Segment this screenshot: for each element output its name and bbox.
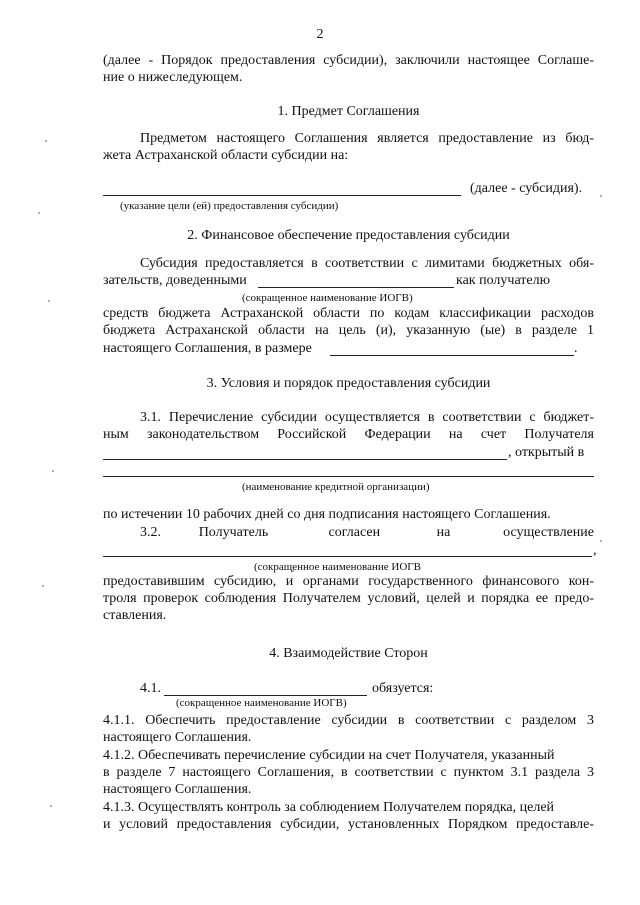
p31-line-5: по истечении 10 рабочих дней со дня подписания настоящего Соглашения. <box>103 507 551 522</box>
scan-speck <box>48 300 50 302</box>
iogv-blank-line <box>258 287 454 288</box>
account-blank-line <box>103 459 507 460</box>
s2-line-5-end: . <box>574 341 578 356</box>
s1-after-blank: (далее - субсидия). <box>470 181 583 196</box>
amount-blank-line <box>330 355 574 356</box>
scan-speck <box>52 470 54 472</box>
s1-paragraph-line-2: жета Астраханской области субсидии на: <box>103 148 349 163</box>
p32-line-3: предоставившим субсидию, и органами государственного финансового кон- <box>103 574 594 589</box>
scan-speck <box>45 140 47 142</box>
p413-line-2: и условий предоставления субсидии, установленных Порядком предоставле- <box>103 817 594 832</box>
s2-paragraph-line-1: Субсидия предоставляется в соответствии с лимитами бюджетных обя- <box>140 256 594 271</box>
page-number: 2 <box>316 27 324 42</box>
bank-caption: (наименование кредитной организации) <box>242 481 430 493</box>
p411-line-1: 4.1.1. Обеспечить предоставление субсидии в соответствии с разделом 3 <box>103 713 594 728</box>
p32-line-5: ставления. <box>103 608 167 623</box>
bank-blank-line <box>103 476 594 477</box>
s1-paragraph-line-1: Предметом настоящего Соглашения является предоставление из бюд- <box>140 131 594 146</box>
intro-line-1: (далее - Порядок предоставления субсидии), заключили настоящее Соглаше- <box>103 53 594 68</box>
intro-line-2: ние о нижеследующем. <box>103 70 243 85</box>
purpose-caption: (указание цели (ей) предоставления субсидии) <box>120 200 339 212</box>
section-2-heading: 2. Финансовое обеспечение предоставления субсидии <box>187 228 510 243</box>
iogv-caption-2: (сокращенное наименование ИОГВ <box>254 561 421 573</box>
scan-speck <box>600 540 602 542</box>
s2-paragraph-line-5: настоящего Соглашения, в размере <box>103 341 312 356</box>
p32-line-4: троля проверок соблюдения Получателем условий, целей и порядка ее предо- <box>103 591 594 606</box>
p31-line-2: ным законодательством Российской Федерации на счет Получателя <box>103 427 594 442</box>
s2-paragraph-line-4: бюджета Астраханской области на цель (и), указанную (ые) в разделе 1 <box>103 323 594 338</box>
iogv-blank-line-3 <box>164 695 367 696</box>
s2-paragraph-line-3: средств бюджета Астраханской области по кодам классификации расходов <box>103 306 594 321</box>
purpose-blank-line <box>103 195 461 196</box>
p32-line-2-end: , <box>593 543 597 558</box>
s2-paragraph-line-2b: как получателю <box>456 273 551 288</box>
p411-line-2: настоящего Соглашения. <box>103 730 252 745</box>
scan-speck <box>600 195 602 197</box>
p41-end: обязуется: <box>372 681 434 696</box>
iogv-caption: (сокращенное наименование ИОГВ) <box>242 292 413 304</box>
p32-line-1: 3.2. Получатель согласен на осуществление <box>140 525 594 540</box>
p31-line-3-end: , открытый в <box>508 445 585 460</box>
s2-paragraph-line-2a: зательств, доведенными <box>103 273 247 288</box>
iogv-blank-line-2 <box>103 556 592 557</box>
iogv-caption-3: (сокращенное наименование ИОГВ) <box>176 697 347 709</box>
scan-speck <box>38 212 40 214</box>
p31-line-1: 3.1. Перечисление субсидии осуществляется в соответствии с бюджет- <box>140 410 594 425</box>
p412-line-3: настоящего Соглашения. <box>103 782 252 797</box>
scan-speck <box>50 805 52 807</box>
section-1-heading: 1. Предмет Соглашения <box>277 104 420 119</box>
section-3-heading: 3. Условия и порядок предоставления субсидии <box>206 376 491 391</box>
p41-number: 4.1. <box>140 681 161 696</box>
p413-line-1: 4.1.3. Осуществлять контроль за соблюдением Получателем порядка, целей <box>103 800 555 815</box>
scan-speck <box>42 585 44 587</box>
p412-line-2: в разделе 7 настоящего Соглашения, в соответствии с пунктом 3.1 раздела 3 <box>103 765 594 780</box>
section-4-heading: 4. Взаимодействие Сторон <box>269 646 428 661</box>
p412-line-1: 4.1.2. Обеспечивать перечисление субсидии на счет Получателя, указанный <box>103 748 555 763</box>
